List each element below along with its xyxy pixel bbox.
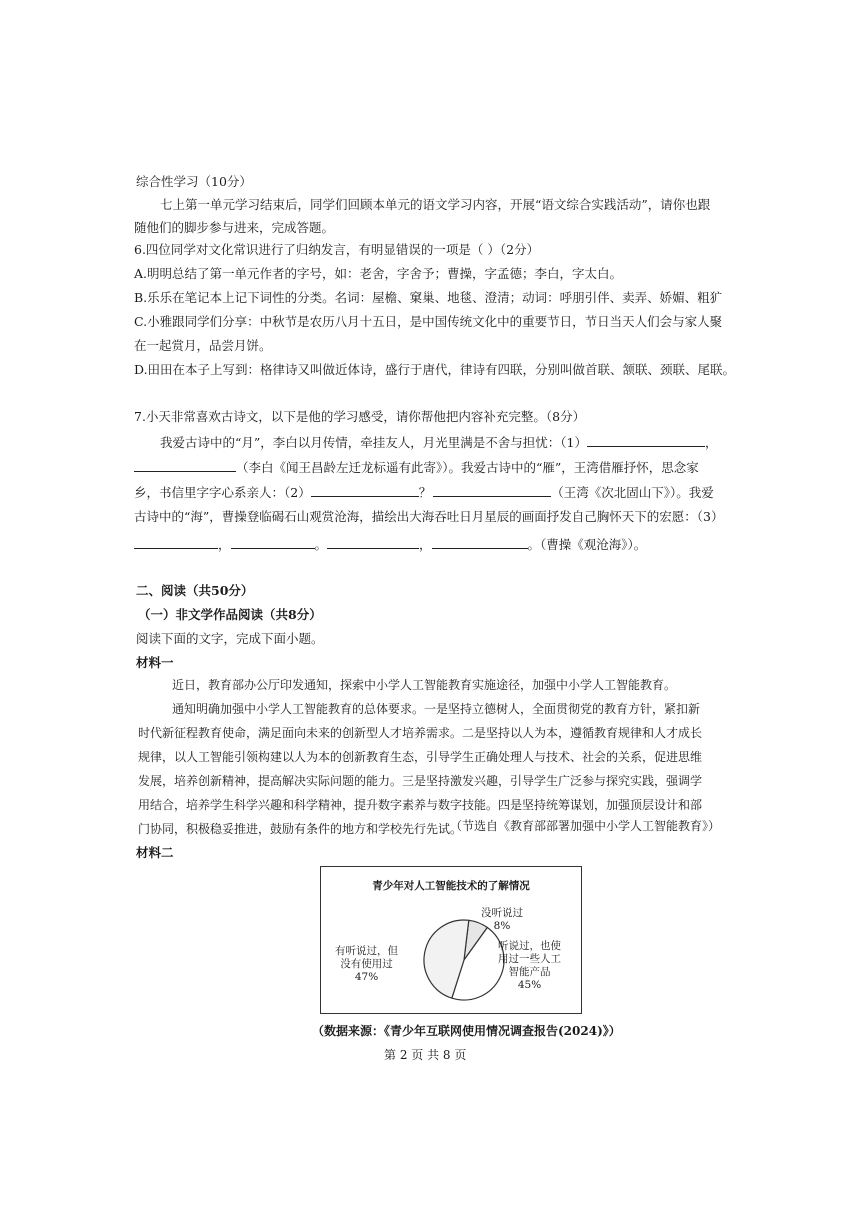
q6-option-d: D.田田在本子上写到：格律诗又叫做近体诗，盛行于唐代，律诗有四联，分别叫做首联、颔联、颈联、尾联。 <box>134 362 736 377</box>
material1-line1: 近日，教育部办公厅印发通知，探索中小学人工智能教育实施途径，加强中小学人工智能教育。 <box>172 678 677 692</box>
answer-blank-3d[interactable] <box>432 536 528 549</box>
slice-label-line: 听说过，也使 <box>498 940 561 952</box>
q7-p5-c2: 。 <box>314 537 328 552</box>
q7-line2 <box>134 459 699 476</box>
slice-label-not-heard <box>481 907 523 933</box>
reading-instruction: 阅读下面的文字，完成下面小题。 <box>136 631 324 646</box>
answer-blank-2a[interactable] <box>311 484 419 497</box>
q7-line3 <box>134 484 714 501</box>
comprehensive-heading: 综合性学习（10分） <box>136 174 252 189</box>
answer-blank-3a[interactable] <box>134 536 218 549</box>
answer-blank-1a[interactable] <box>587 434 705 447</box>
comprehensive-intro-line2: 随他们的脚步参与进来，完成答题。 <box>134 220 335 235</box>
q6-stem: 6.四位同学对文化常识进行了归纳发言，有明显错误的一项是（ ）（2分） <box>134 242 540 257</box>
answer-blank-3b[interactable] <box>231 536 315 549</box>
chart-title: 青少年对人工智能技术的了解情况 <box>372 880 530 892</box>
material1-line6: 用结合，培养学生科学兴趣和科学精神，提升数字素养与数字技能。四是坚持统筹谋划，加强顶层设计和部 <box>138 798 703 812</box>
page-number: 第 2 页 共 8 页 <box>384 1048 467 1062</box>
slice-label-used <box>498 940 561 992</box>
slice-label-line: 没听说过 <box>481 907 523 919</box>
slice-label-line: 没有使用过 <box>340 958 393 970</box>
slice-label-line: 用过一些人工 <box>498 953 561 965</box>
slice-label-line: 智能产品 <box>508 966 551 978</box>
material1-line5: 发展，培养创新精神，提高解决实际问题的能力。三是坚持激发兴趣，引导学生广泛参与探究实践，强调学 <box>138 774 703 788</box>
q7-p3-q: ？ <box>418 485 432 500</box>
reading-section-heading: 二、阅读（共50分） <box>136 583 254 598</box>
slice-percent: 47% <box>354 971 379 983</box>
material1-label: 材料一 <box>136 655 174 670</box>
material1-line3: 时代新征程教育使命，满足面向未来的创新型人才培养需求。二是坚持以人为本，遵循教育规律和人才成长 <box>138 726 703 740</box>
slice-percent: 45% <box>517 979 542 991</box>
answer-blank-3c[interactable] <box>327 536 419 549</box>
comprehensive-intro-line1: 七上第一单元学习结束后，同学们回顾本单元的语文学习内容，开展“语文综合实践活动”，请你也跟 <box>160 197 711 212</box>
reading-sub-heading: （一）非文学作品阅读（共8分） <box>138 607 322 622</box>
material1-line2: 通知明确加强中小学人工智能教育的总体要求。一是坚持立德树人，全面贯彻党的教育方针，紧扣新 <box>172 702 701 716</box>
q7-stem: 7.小天非常喜欢古诗文，以下是他的学习感受，请你帮他把内容补充完整。（8分） <box>134 409 586 424</box>
slice-label-heard-not-used <box>335 945 398 984</box>
q7-p1-start: 我爱古诗中的“月”，李白以月传情，牵挂友人，月光里满是不舍与担忧：（1） <box>160 435 587 450</box>
q7-line1 <box>160 434 718 451</box>
answer-blank-1b[interactable] <box>134 459 236 472</box>
q7-p3-start: 乡，书信里字字心系亲人：（2） <box>134 485 311 500</box>
material1-line7: 门协同，积极稳妥推进，鼓励有条件的地方和学校先行先试。 <box>138 822 463 836</box>
q7-p2-mid: （李白《闻王昌龄左迁龙标遥有此寄》）。我爱古诗中的“雁”，王湾借雁抒怀，思念家 <box>236 460 699 475</box>
material1-source: （节选自《教育部部署加强中小学人工智能教育》） <box>450 819 721 833</box>
q7-line4: 古诗中的“海”，曹操登临碣石山观赏沧海，描绘出大海吞吐日月星辰的画面抒发自己胸怀天下的宏愿：（3） <box>134 509 724 524</box>
slice-percent: 8% <box>493 920 511 932</box>
pie-chart-frame <box>320 866 582 1014</box>
q7-p5-c3: ， <box>419 537 432 552</box>
q7-p5-end: 。（曹操《观沧海》）。 <box>527 537 647 552</box>
slice-label-line: 有听说过，但 <box>335 945 398 957</box>
material2-label: 材料二 <box>136 845 174 860</box>
material1-line4: 规律，以人工智能引领构建以人为本的创新教育生态，引导学生正确处理人与技术、社会的关系，促进思维 <box>138 750 703 764</box>
q7-line5 <box>134 536 646 553</box>
q7-p3-end: （王湾《次北固山下》）。我爱 <box>551 485 714 500</box>
q6-option-c-line2: 在一起赏月，品尝月饼。 <box>134 338 272 353</box>
q6-option-a: A.明明总结了第一单元作者的字号，如：老舍，字舍予；曹操，字孟德；李白，字太白。 <box>134 266 623 281</box>
chart-source: （数据来源：《青少年互联网使用情况调查报告(2024)》） <box>312 1024 621 1038</box>
q6-option-c-line1: C.小雅跟同学们分享：中秋节是农历八月十五日，是中国传统文化中的重要节日，节日当天人们会与家人聚 <box>134 314 723 329</box>
q7-p5-c1: ， <box>218 537 231 552</box>
q6-option-b: B.乐乐在笔记本上记下词性的分类。名词：屋檐、窠巢、地毯、澄清；动词：呼朋引伴、卖弄、娇媚、粗犷 <box>134 290 723 305</box>
q7-p1-end: ， <box>705 435 718 450</box>
answer-blank-2b[interactable] <box>433 484 551 497</box>
